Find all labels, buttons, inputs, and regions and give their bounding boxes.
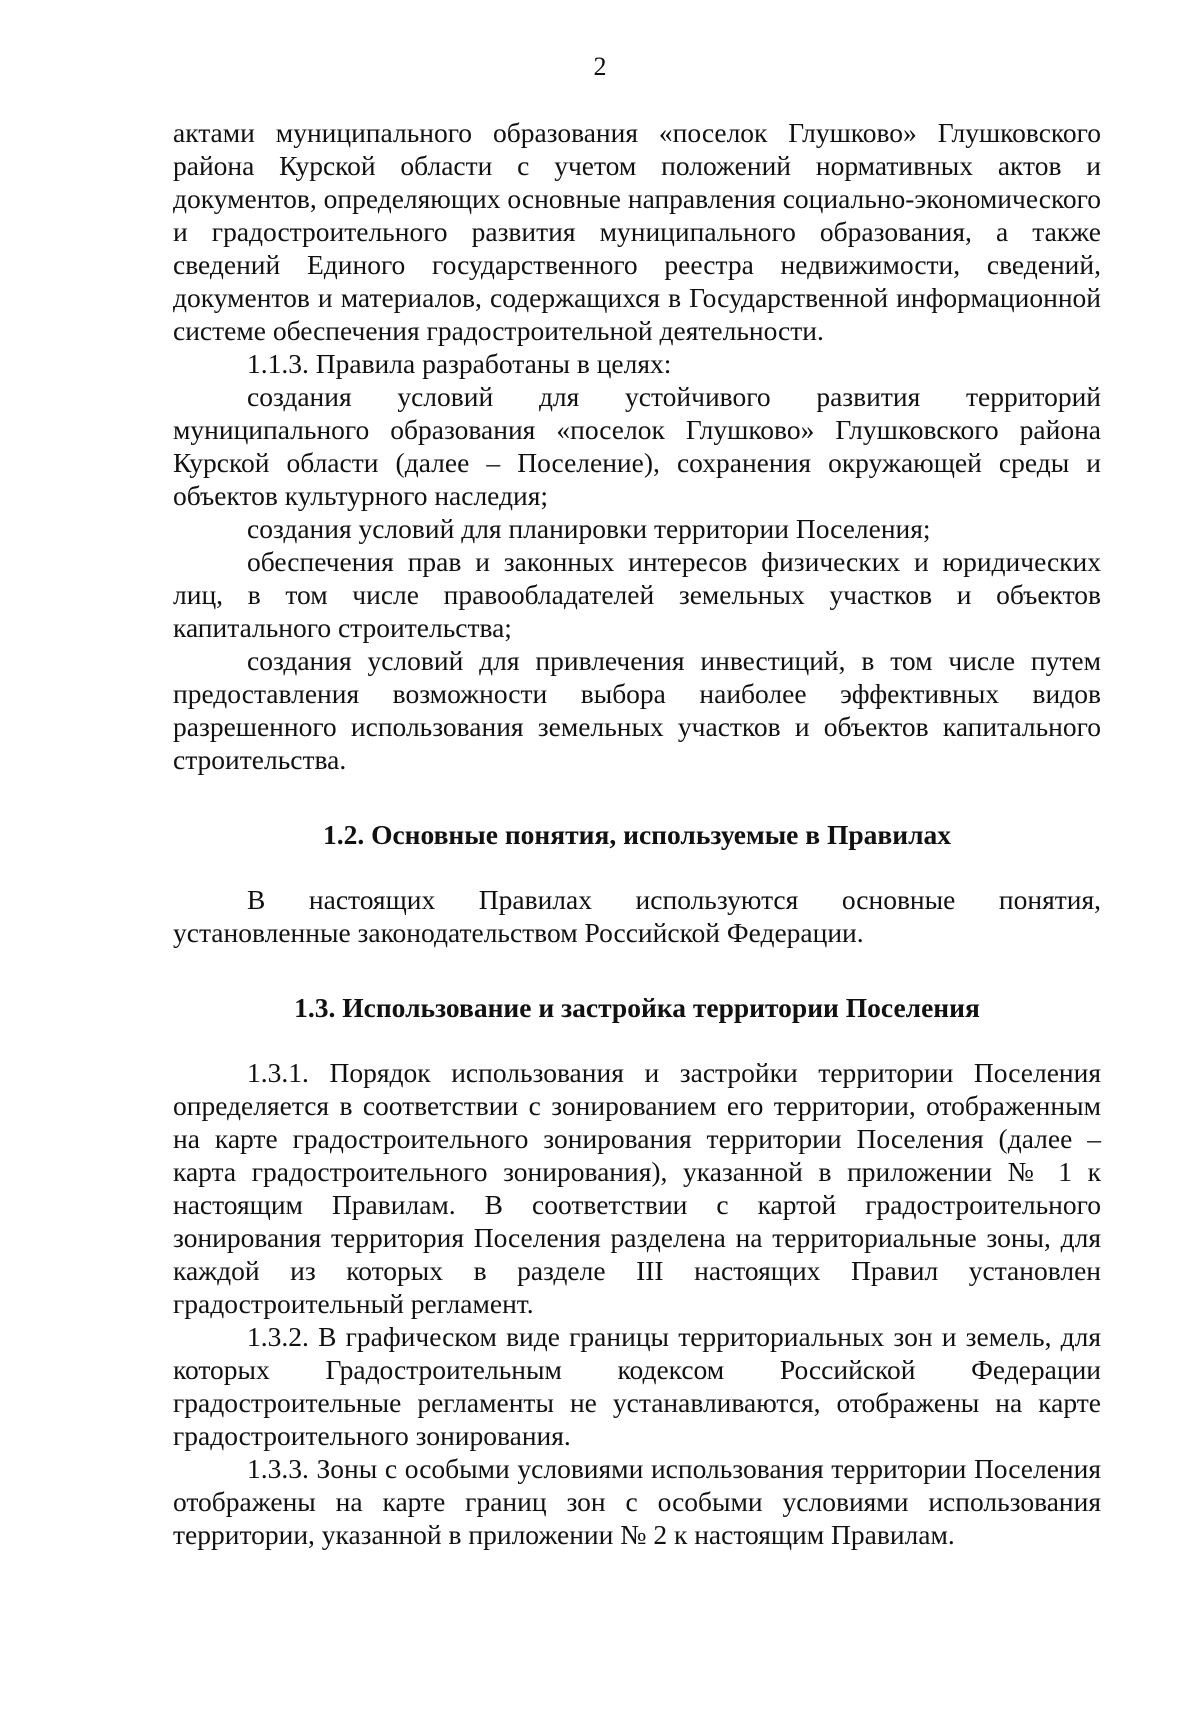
paragraph-goal-sustainable-development: создания условий для устойчивого развития территорий муниципального образования «поселок Глушково» Глушковского района Курской области (далее – Поселение), сохранения окружающей среды и объектов культурного наследия;	[173, 381, 1101, 511]
section-heading-1-3: 1.3. Использование и застройка территории Поселения	[294, 992, 980, 1023]
paragraph-1-3-1: 1.3.1. Порядок использования и застройки территории Поселения определяется в соответствии с зонированием его территории, отображенным на карте градостроительного зонирования территории Поселения (далее – карта градостроительного зонирования), указанной в приложении № 1 к настоящим Правилам. В соответствии с картой градостроительного зонирования территория Поселения разделена на территориальные зоны, для каждой из которых в разделе III настоящих Правил установлен градостроительный регламент.	[173, 1057, 1101, 1319]
section-heading-1-2: 1.2. Основные понятия, используемые в Правилах	[322, 819, 952, 850]
document-body	[173, 116, 1101, 1551]
paragraph-goal-investments: создания условий для привлечения инвестиций, в том числе путем предоставления возможности выбора наиболее эффективных видов разрешенного использования земельных участков и объектов капитального строительства.	[173, 645, 1101, 775]
paragraph-goal-rights: обеспечения прав и законных интересов физических и юридических лиц, в том числе правообладателей земельных участков и объектов капитального строительства;	[173, 546, 1101, 643]
paragraph-1-2-text: В настоящих Правилах используются основные понятия, установленные законодательством Российской Федерации.	[173, 884, 1101, 948]
paragraph-1-1-3: 1.1.3. Правила разработаны в целях:	[247, 348, 672, 379]
paragraph-goal-planning: создания условий для планировки территории Поселения;	[247, 513, 931, 544]
page-number: 2	[593, 52, 607, 81]
paragraph-1-3-3: 1.3.3. Зоны с особыми условиями использования территории Поселения отображены на карте границ зон с особыми условиями использования территории, указанной в приложении № 2 к настоящим Правилам.	[173, 1453, 1101, 1550]
paragraph-continuation: актами муниципального образования «поселок Глушково» Глушковского района Курской области с учетом положений нормативных актов и документов, определяющих основные направления социально-экономического и градостроительного развития муниципального образования, а также сведений Единого государственного реестра недвижимости, сведений, документов и материалов, содержащихся в Государственной информационной системе обеспечения градостроительной деятельности.	[173, 117, 1101, 346]
paragraph-1-3-2: 1.3.2. В графическом виде границы территориальных зон и земель, для которых Градостроительным кодексом Российской Федерации градостроительные регламенты не устанавливаются, отображены на карте градостроительного зонирования.	[173, 1321, 1101, 1451]
